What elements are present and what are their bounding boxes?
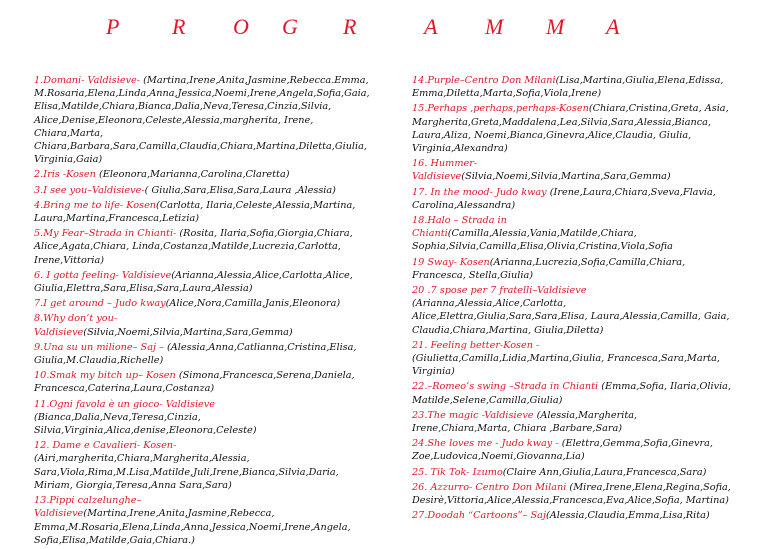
program-item — [34, 199, 370, 225]
program-item-performers: (Arianna,Alessia,Alice,Carlotta,Alice, Giulia,Elettra,Sara,Elisa,Sara,Laura,Alessia) — [34, 269, 353, 295]
program-item-performers: (Arianna,Alessia,Alice,Carlotta, Alice,Elettra,Giulia,Sara,Sara,Elisa, Laura,Alessia,Camilla, Gaia, Claudia,Chiara,Martina, Giulia,Diletta) — [412, 298, 730, 336]
program-item — [412, 509, 732, 522]
title-letter: M — [485, 14, 504, 39]
program-item-title: 12. Dame e Cavalieri- Kosen- — [34, 440, 177, 452]
program-item — [34, 312, 370, 338]
program-item-title: 10.Smak my bitch up– Kosen — [34, 370, 176, 382]
program-item-performers: (Irene,Laura,Chiara,Sveva,Flavia, Carolina,Alessandra) — [412, 186, 716, 211]
program-item-title: 3.I see you–Valdisieve- — [34, 184, 145, 196]
program-item-title: 11.Ogni favola è un gioco- Valdisieve — [34, 398, 215, 410]
program-item-title: 6. I gotta feeling- Valdisieve — [34, 269, 172, 281]
program-item-title: 14.Purple–Centro Don Milani — [412, 75, 556, 86]
program-item-performers: (Martina,Irene,Anita,Jasmine,Rebecca.Emma, M.Rosaria,Elena,Linda,Anna,Jessica,Noemi,Irene,Angela,Sofia,Gaia, Elisa,Matilde,Chiara,Bianca,Dalia,Neva,Teresa,Cinzia,Silvia, Alice,Denise,Eleonora,Celeste,Alessia,margherita, Irene, Chiara,Marta, Chiara,Barbara,Sara,Camilla,Claudia,Chiara,Martina,Diletta,Giulia, Virginia,Gaia) — [34, 75, 370, 166]
program-item — [412, 157, 732, 183]
program-item-performers: (Eleonora,Marianna,Carolina,Claretta) — [95, 169, 290, 181]
title-letter: G — [282, 14, 298, 39]
program-item — [412, 466, 732, 479]
program-item — [412, 409, 732, 435]
title-letter: A — [606, 14, 620, 39]
program-column-left — [34, 74, 370, 549]
program-item-title: 9.Una su un milione– Saj – — [34, 341, 164, 353]
program-item — [412, 380, 732, 406]
title-letter: R — [172, 14, 186, 39]
program-item-title: 24.She loves me - Judo kway - — [412, 438, 559, 450]
title-letter: O — [233, 14, 249, 39]
program-item — [412, 102, 732, 155]
program-item-performers: (Rosita, Ilaria,Sofia,Giorgia,Chiara, Alice,Agata,Chiara, Linda,Costanza,Matilde,Lucrezia,Carlotta, Irene,Vittoria) — [34, 228, 353, 266]
program-item-performers: (Alessia,Anna,Catlianna,Cristina,Elisa, Giulia,M.Claudia,Richelle) — [34, 341, 357, 367]
program-item-performers: (Camilla,Alessia,Vania,Matilde,Chiara, Sophia,Silvia,Camilla,Elisa,Olivia,Cristina,Viola,Sofia — [412, 228, 673, 253]
program-item — [412, 256, 732, 282]
program-item-performers: (Bianca,Dalia,Neva,Teresa,Cinzia, Silvia,Virginia,Alica,denise,Eleonora,Celeste) — [34, 411, 257, 437]
program-item — [412, 481, 732, 507]
program-item-title: 4.Bring me to life- Kosen — [34, 199, 157, 211]
program-item-title: 22.–Romeo’s swing –Strada in Chianti — [412, 381, 599, 393]
program-item-title: 17. In the mood- Judo kway — [412, 186, 547, 198]
title-letter: R — [343, 14, 357, 39]
program-item-title: 15.Perhaps ,perhaps,perhaps-Kosen — [412, 103, 589, 115]
program-item — [34, 297, 370, 310]
program-item-title: 1.Domani- Valdisieve- — [34, 75, 141, 86]
program-item-title: 19 Sway- Kosen — [412, 256, 490, 268]
program-item — [34, 369, 370, 395]
program-item — [34, 227, 370, 267]
program-item-performers: (Giulietta,Camilla,Lidia,Martina,Giulia, Francesca,Sara,Marta, Virginia) — [412, 353, 721, 378]
program-item — [34, 184, 370, 197]
program-item-title: 2.Iris -Kosen — [34, 169, 96, 181]
program-item-performers: (Alessia,Margherita, Irene,Chiara,Marta, Chiara ,Barbare,Sara) — [412, 409, 638, 435]
program-item-title: 21. Feeling better-Kosen - — [412, 339, 540, 351]
program-item — [34, 269, 370, 295]
program-item-title: 13.Pippi calzelunghe– Valdisieve — [34, 495, 142, 520]
program-item-performers: (Airi,margherita,Chiara,Margherita,Alessia, Sara,Viola,Rima,M.Lisa,Matilde,Juli,Irene,Bianca,Silvia,Daria, Miriam, Giorgia,Teresa,Anna Sara,Sara) — [34, 453, 339, 491]
page-title — [0, 14, 768, 48]
program-item-title: 7.I get around – Judo kway — [34, 298, 166, 310]
program-item-title: 20 .7 spose per 7 fratelli–Valdisieve — [412, 285, 587, 297]
program-item-performers: (Martina,Irene,Anita,Jasmine,Rebecca, Emma,M.Rosaria,Elena,Linda,Anna,Jessica,Noemi,Irene,Angela, Sofia,Elisa,Matilde,Gaia,Chiara.) — [34, 508, 351, 546]
program-item-performers: (Arianna,Lucrezia,Sofia,Camilla,Chiara, Francesca, Stella,Giulia) — [412, 256, 686, 281]
program-item — [412, 437, 732, 463]
program-item — [34, 341, 370, 367]
program-item-title: 25. Tik Tok- Izumo — [412, 466, 503, 478]
program-item — [412, 74, 732, 100]
program-item-title: 23.The magic -Valdisieve — [412, 409, 534, 421]
program-item-title: 5.My Fear–Strada in Chianti- — [34, 228, 177, 240]
program-item-performers: (Carlotta, Ilaria,Celeste,Alessia,Martina, Laura,Martina,Francesca,Letizia) — [34, 199, 356, 225]
program-item-performers: ( Giulia,Sara,Elisa,Sara,Laura ,Alessia) — [144, 184, 336, 196]
program-item — [412, 186, 732, 212]
program-item-title: 27.Doodah “Cartoons”– Saj — [412, 510, 546, 522]
program-item-title: 26. Azzurro- Centro Don Milani — [412, 481, 567, 493]
program-item — [34, 494, 370, 547]
program-column-right — [412, 74, 732, 525]
program-item — [412, 339, 732, 379]
program-item-title: 18.Halo – Strada in Chianti — [412, 215, 507, 240]
program-item — [34, 168, 370, 181]
program-item-performers: (Simona,Francesca,Serena,Daniela, Francesca,Caterina,Laura,Costanza) — [34, 370, 355, 395]
program-item-title: 8.Why don’t you-Valdisieve — [34, 313, 118, 338]
title-letter: P — [106, 14, 120, 39]
program-item-performers: (Silvia,Noemi,Silvia,Martina,Sara,Gemma) — [461, 171, 671, 183]
program-item-performers: (Chiara,Cristina,Greta, Asia, Margherita,Greta,Maddalena,Lea,Silvia,Sara,Alessia,Bianca, Laura,Aliza, Noemi,Bianca,Ginevra,Alice,Claudia, Giulia, Virginia,Alexandra) — [412, 103, 729, 155]
program-item-title: 16. Hummer- Valdisieve — [412, 158, 478, 183]
program-item — [34, 439, 370, 492]
title-letter: A — [424, 14, 438, 39]
program-item-performers: (Silvia,Noemi,Silvia,Martina,Sara,Gemma) — [83, 326, 293, 338]
program-item — [34, 398, 370, 438]
program-item-performers: (Claire Ann,Giulia,Laura,Francesca,Sara) — [502, 466, 707, 478]
program-item-performers: (Lisa,Martina,Giulia,Elena,Edissa, Emma,Diletta,Marta,Sofia,Viola,Irene) — [412, 75, 724, 100]
program-item-performers: (Alessia,Claudia,Emma,Lisa,Rita) — [545, 510, 710, 522]
program-item — [412, 284, 732, 337]
program-item — [34, 74, 370, 166]
program-item-performers: (Emma,Sofia, Ilaria,Olivia, Matilde,Selene,Camilla,Giulia) — [412, 381, 732, 406]
program-item-performers: (Mirea,Irene,Elena,Regina,Sofia, Desirè,Vittoria,Alice,Alessia,Francesca,Eva,Alice,Sofia, Martina) — [412, 481, 731, 507]
program-item-performers: (Alice,Nora,Camilla,Janis,Eleonora) — [165, 298, 341, 310]
program-item-performers: (Elettra,Gemma,Sofia,Ginevra, Zoe,Ludovica,Noemi,Giovanna,Lia) — [412, 438, 713, 463]
program-item — [412, 214, 732, 254]
title-letter: M — [546, 14, 565, 39]
